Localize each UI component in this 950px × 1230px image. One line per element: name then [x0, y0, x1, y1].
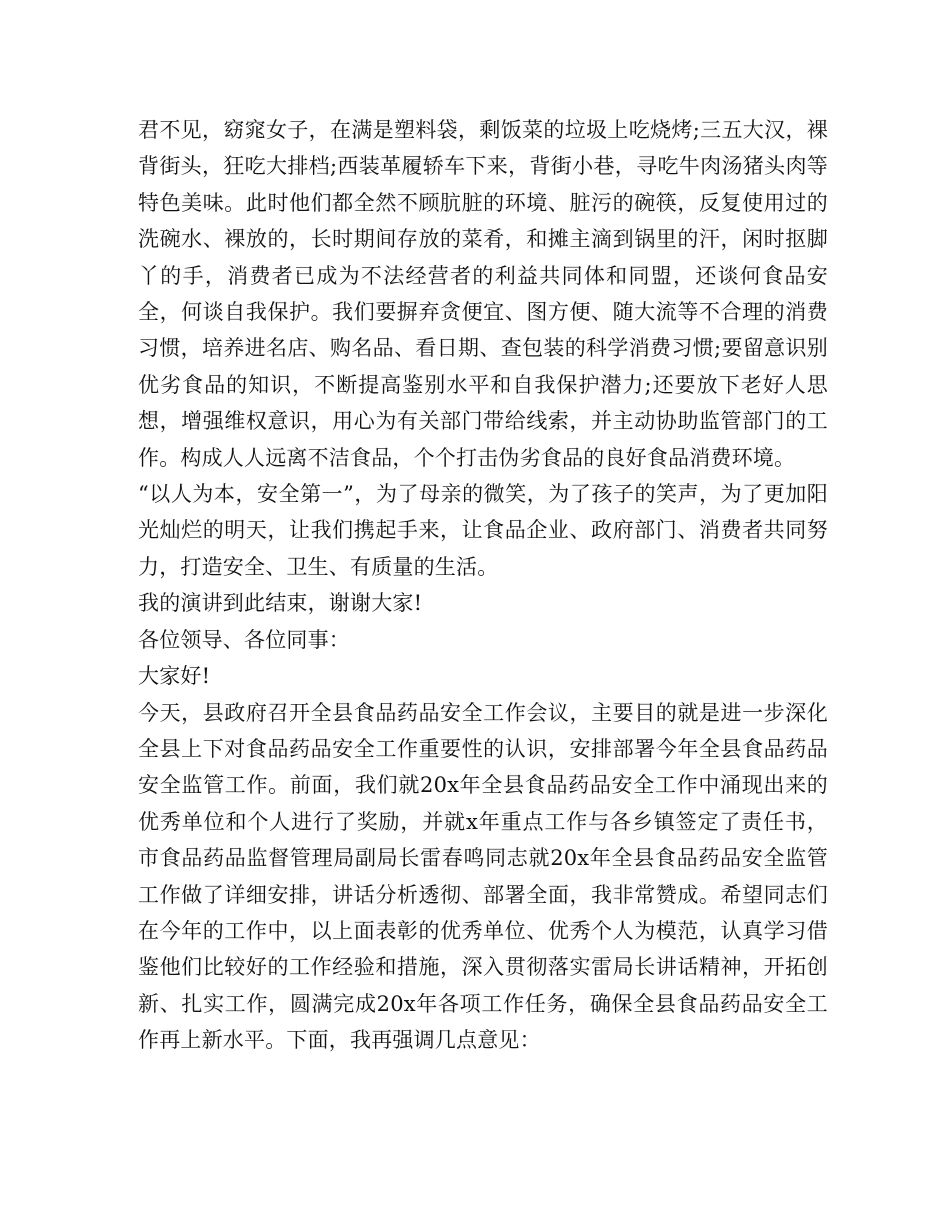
- paragraph-salutation: 各位领导、各位同事：: [138, 627, 350, 652]
- paragraph-meeting-intro: 今天，县政府召开全县食品药品安全工作会议，主要目的就是进一步深化全县上下对食品药品安全工作重要性的认识，安排部署今年全县食品药品安全监管工作。前面，我们就20x年全县食品药品安全工作中涌现出来的优秀单位和个人进行了奖励，并就x年重点工作与各乡镇签定了责任书，市食品药品监督管理局副局长雷春鸣同志就20x年全县食品药品安全监管工作做了详细安排，讲话分析透彻、部署全面，我非常赞成。希望同志们在今年的工作中，以上面表彰的优秀单位、优秀个人为模范，认真学习借鉴他们比较好的工作经验和措施，深入贯彻落实雷局长讲话精神，开拓创新、扎实工作，圆满完成20x年各项工作任务，确保全县食品药品安全工作再上新水平。下面，我再强调几点意见：: [138, 700, 828, 1053]
- paragraph-people-first: “以人为本，安全第一”，为了母亲的微笑，为了孩子的笑声，为了更加阳光灿烂的明天，让我们携起手来，让食品企业、政府部门、消费者共同努力，打造安全、卫生、有质量的生活。: [138, 482, 828, 579]
- paragraph-speech-closing: 我的演讲到此结束，谢谢大家!: [138, 591, 423, 616]
- paragraph-food-consumer-habits: 君不见，窈窕女子，在满是塑料袋，剩饭菜的垃圾上吃烧烤;三五大汉，裸背街头，狂吃大排档;西装革履轿车下来，背街小巷，寻吃牛肉汤猪头肉等特色美味。此时他们都全然不顾肮脏的环境、脏污的碗筷，反复使用过的洗碗水、裸放的，长时期间存放的菜肴，和摊主滴到锅里的汗，闲时抠脚丫的手，消费者已成为不法经营者的利益共同体和同盟，还谈何食品安全，何谈自我保护。我们要摒弃贪便宜、图方便、随大流等不合理的消费习惯，培养进名店、购名品、看日期、查包装的科学消费习惯;要留意识别优劣食品的知识，不断提高鉴别水平和自我保护潜力;还要放下老好人思想，增强维权意识，用心为有关部门带给线索，并主动协助监管部门的工作。构成人人远离不洁食品，个个打击伪劣食品的良好食品消费环境。: [138, 118, 828, 470]
- document-body: [138, 112, 828, 1059]
- paragraph-greeting: 大家好!: [138, 664, 211, 689]
